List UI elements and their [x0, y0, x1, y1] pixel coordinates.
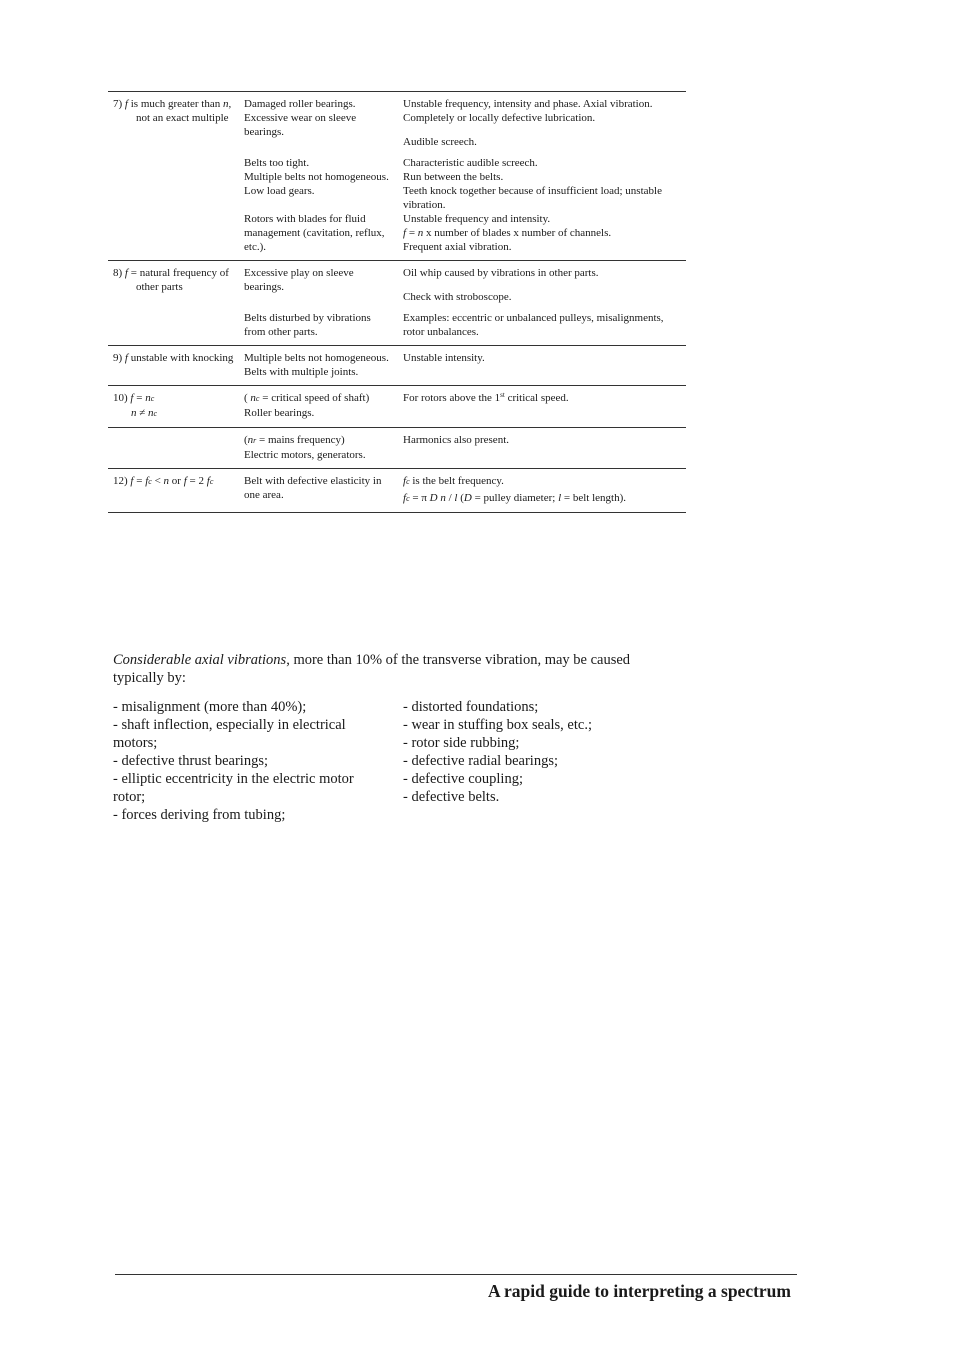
cause-cell: Belts disturbed by vibrations from other parts.: [239, 311, 398, 346]
axial-vibrations-paragraph: [113, 651, 653, 687]
list-item: - shaft inflection, especially in electrical motors;: [113, 717, 346, 751]
notes-cell: Oil whip caused by vibrations in other parts. Check with stroboscope.: [398, 261, 686, 312]
notes-cell: Unstable frequency, intensity and phase. Axial vibration.: [398, 92, 686, 112]
list-item: - defective belts.: [403, 789, 500, 805]
list-item: - defective coupling;: [403, 771, 523, 787]
notes-cell: Harmonics also present.: [398, 428, 686, 469]
cause-cell: Low load gears.: [244, 185, 315, 197]
cause-cell: Multiple belts not homogeneous.: [244, 171, 389, 183]
notes-cell: Run between the belts.: [403, 171, 504, 183]
cause-cell: Belts too tight.: [244, 157, 310, 169]
notes-cell: Completely or locally defective lubrication. Audible screech.: [403, 112, 596, 148]
symptom-cell-7: 7) f is much greater than n, not an exact multiple: [108, 92, 239, 261]
table-row: [108, 386, 686, 428]
cause-cell: Rotors with blades for fluid management (cavitation, reflux, etc.).: [239, 212, 398, 261]
footer-divider: [115, 1274, 797, 1275]
notes-cell: fc is the belt frequency. fc = π D n / l (D = pulley diameter; l = belt length).: [398, 469, 686, 513]
notes-cell: Characteristic audible screech.: [403, 157, 538, 169]
symptom-cell-12: 12) f = fc < n or f = 2 fc: [108, 469, 239, 513]
notes-cell: Unstable frequency and intensity. f = n x number of blades x number of channels. Frequent axial vibration.: [398, 212, 686, 261]
list-item: - distorted foundations;: [403, 699, 539, 715]
paragraph-rest: , more than 10% of the transverse vibration, may be caused typically by:: [113, 652, 631, 686]
footer-title: A rapid guide to interpreting a spectrum: [487, 1281, 791, 1301]
notes-cell: Teeth knock together because of insufficient load; unstable vibration.: [403, 185, 662, 211]
table-row: [108, 261, 686, 312]
table-row: [108, 92, 686, 112]
diagnosis-table-container: [108, 91, 686, 513]
causes-list-left: [113, 698, 378, 824]
notes-cell: For rotors above the 1st critical speed.: [398, 386, 686, 428]
table-row: [108, 428, 686, 469]
cause-cell: Belt with defective elasticity in one area.: [239, 469, 398, 513]
cause-cell: Multiple belts not homogeneous.: [239, 346, 398, 366]
causes-list-right: [403, 698, 663, 806]
notes-cell: Unstable intensity.: [398, 346, 686, 366]
list-item: - forces deriving from tubing;: [113, 807, 286, 823]
list-item: - misalignment (more than 40%);: [113, 699, 307, 715]
table-row: [108, 469, 686, 513]
cause-cell: ( nc = critical speed of shaft) Roller bearings.: [239, 386, 398, 428]
cause-cell: (nr = mains frequency) Electric motors, generators.: [239, 428, 398, 469]
symptom-cell-9: 9) f unstable with knocking: [108, 346, 239, 386]
list-item: - defective radial bearings;: [403, 753, 558, 769]
list-item: - defective thrust bearings;: [113, 753, 269, 769]
table-row: [108, 346, 686, 366]
cause-cell: Belts with multiple joints.: [239, 365, 398, 386]
cause-cell: Excessive wear on sleeve bearings.: [244, 112, 357, 138]
diagnosis-table: [108, 91, 686, 513]
cause-cell: Excessive play on sleeve bearings.: [239, 261, 398, 312]
list-item: - rotor side rubbing;: [403, 735, 520, 751]
symptom-cell-8: 8) f = natural frequency of other parts: [108, 261, 239, 346]
list-item: - wear in stuffing box seals, etc.;: [403, 717, 592, 733]
symptom-cell-10: 10) f = nc n ≠ nc: [108, 386, 239, 428]
notes-cell: [398, 365, 686, 386]
paragraph-italic-lead: Considerable axial vibrations: [113, 652, 287, 668]
symptom-cell-11: [108, 428, 239, 469]
list-item: - elliptic eccentricity in the electric motor rotor;: [113, 771, 354, 805]
cause-cell: Damaged roller bearings.: [239, 92, 398, 112]
notes-cell: Examples: eccentric or unbalanced pulleys, misalignments, rotor unbalances.: [398, 311, 686, 346]
